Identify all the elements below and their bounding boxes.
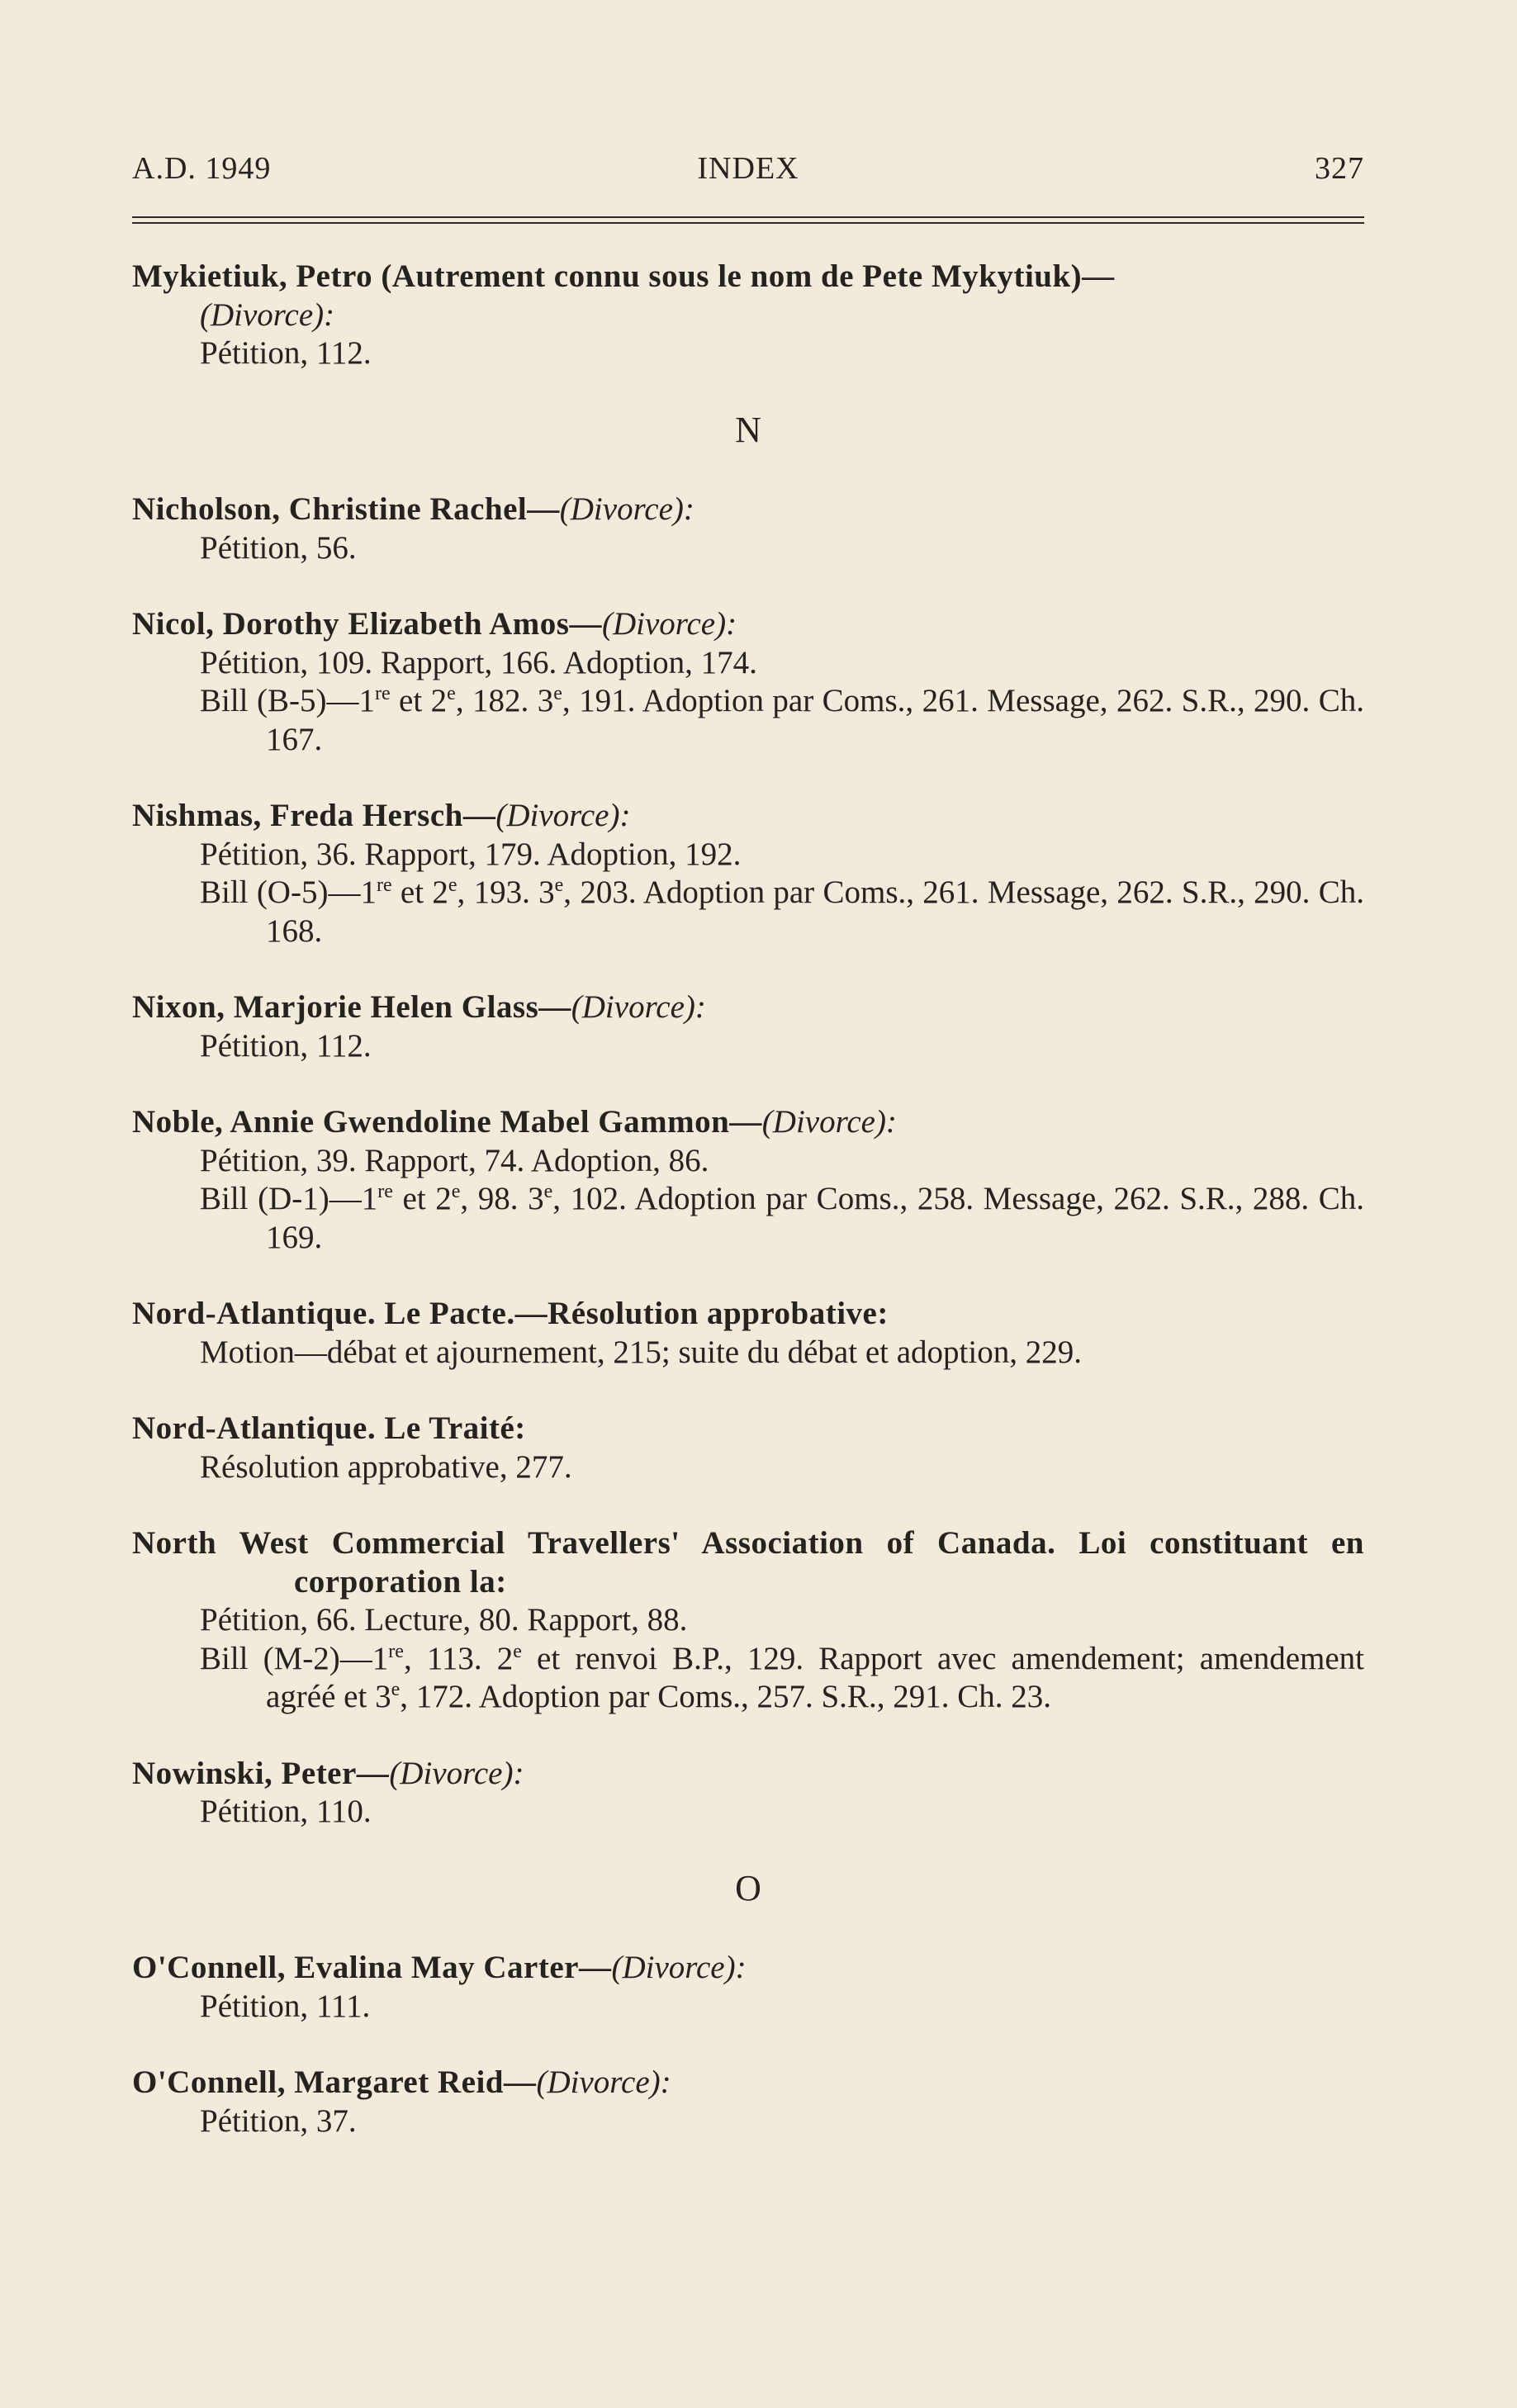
entry-line: Pétition, 39. Rapport, 74. Adoption, 86. — [200, 1142, 709, 1178]
header-title: INDEX — [697, 151, 799, 186]
entry-line: Motion—débat et ajournement, 215; suite du débat et adoption, 229. — [200, 1334, 1082, 1370]
entry-title: Nixon, Marjorie Helen Glass—(Divorce): — [132, 989, 706, 1025]
entry-bill-line: Bill (D-1)—1re et 2e, 98. 3e, 102. Adoption par Coms., 258. Message, 262. S.R., 288. Ch. 169. — [200, 1181, 1365, 1255]
entry-line: Résolution approbative, 277. — [200, 1448, 572, 1485]
section-letter: O — [735, 1867, 761, 1908]
entry-line: Pétition, 56. — [200, 529, 357, 566]
entry-qualifier: (Divorce): — [559, 491, 695, 527]
index-entry — [132, 1755, 1364, 1832]
index-entry — [132, 1295, 1364, 1372]
entry-title: Nord-Atlantique. Le Pacte.—Résolution approbative: — [132, 1296, 889, 1331]
entry-line: Pétition, 37. — [200, 2102, 357, 2139]
entry-title: Noble, Annie Gwendoline Mabel Gammon—(Divorce): — [132, 1104, 897, 1140]
page-number: 327 — [1315, 151, 1364, 186]
entry-line: Pétition, 111. — [200, 1988, 371, 2024]
entry-line: Pétition, 109. Rapport, 166. Adoption, 174. — [200, 644, 757, 680]
index-entry — [132, 1103, 1364, 1257]
index-entry — [132, 1949, 1364, 2026]
entry-line: Pétition, 110. — [200, 1794, 372, 1829]
entry-title: Nishmas, Freda Hersch—(Divorce): — [132, 798, 631, 833]
entry-title: O'Connell, Evalina May Carter—(Divorce): — [132, 1950, 747, 1985]
index-entry — [132, 988, 1364, 1065]
index-entry — [132, 605, 1364, 759]
entry-bill-line: Bill (O-5)—1re et 2e, 193. 3e, 203. Adoption par Coms., 261. Message, 262. S.R., 290. Ch. 168. — [200, 875, 1364, 949]
entry-qualifier: (Divorce): — [611, 1950, 747, 1985]
entry-line: Pétition, 36. Rapport, 179. Adoption, 192. — [200, 836, 742, 872]
entry-bill-line: Bill (B-5)—1re et 2e, 182. 3e, 191. Adoption par Coms., 261. Message, 262. S.R., 290. Ch. 167. — [200, 683, 1365, 757]
index-entry — [132, 797, 1364, 950]
entry-qualifier: (Divorce): — [761, 1104, 897, 1140]
entry-title: Mykietiuk, Petro (Autrement connu sous le nom de Pete Mykytiuk)— (Divorce): — [132, 258, 1115, 333]
entry-line: Pétition, 112. — [200, 1027, 372, 1064]
index-entry — [132, 1524, 1364, 1717]
entry-qualifier: (Divorce): — [601, 606, 737, 642]
header-year: A.D. 1949 — [132, 151, 272, 186]
entry-title: Nord-Atlantique. Le Traité: — [132, 1410, 526, 1446]
entry-qualifier: (Divorce): — [389, 1755, 524, 1791]
index-entry — [132, 491, 1364, 567]
header-rule-top — [132, 216, 1364, 218]
entry-title: Nicholson, Christine Rachel—(Divorce): — [132, 491, 695, 527]
entry-title: Nicol, Dorothy Elizabeth Amos—(Divorce): — [132, 606, 737, 642]
index-entry — [132, 2064, 1364, 2140]
entry-bill-line: Bill (M-2)—1re, 113. 2e et renvoi B.P., 129. Rapport avec amendement; amendement agréé et 3e, 172. Adoption par Coms., 257. S.R., 291. Ch. 23. — [200, 1640, 1364, 1714]
entry-title: North West Commercial Travellers' Association of Canada. Loi constituant en corporation la: — [132, 1525, 1364, 1600]
entry-qualifier: (Divorce): — [495, 798, 631, 833]
section-letter: N — [735, 409, 761, 450]
running-header — [132, 150, 1364, 192]
entry-line: Pétition, 112. — [200, 335, 372, 371]
index-entry — [132, 1410, 1364, 1486]
entry-line: Pétition, 66. Lecture, 80. Rapport, 88. — [200, 1602, 688, 1638]
entry-qualifier: (Divorce): — [200, 296, 335, 333]
header-rule-bottom — [132, 222, 1364, 224]
index-body — [132, 258, 1364, 2178]
entry-qualifier: (Divorce): — [536, 2064, 671, 2100]
entry-title: O'Connell, Margaret Reid—(Divorce): — [132, 2064, 671, 2100]
entry-qualifier: (Divorce): — [571, 989, 706, 1025]
entry-title: Nowinski, Peter—(Divorce): — [132, 1755, 524, 1791]
index-entry — [132, 258, 1364, 373]
